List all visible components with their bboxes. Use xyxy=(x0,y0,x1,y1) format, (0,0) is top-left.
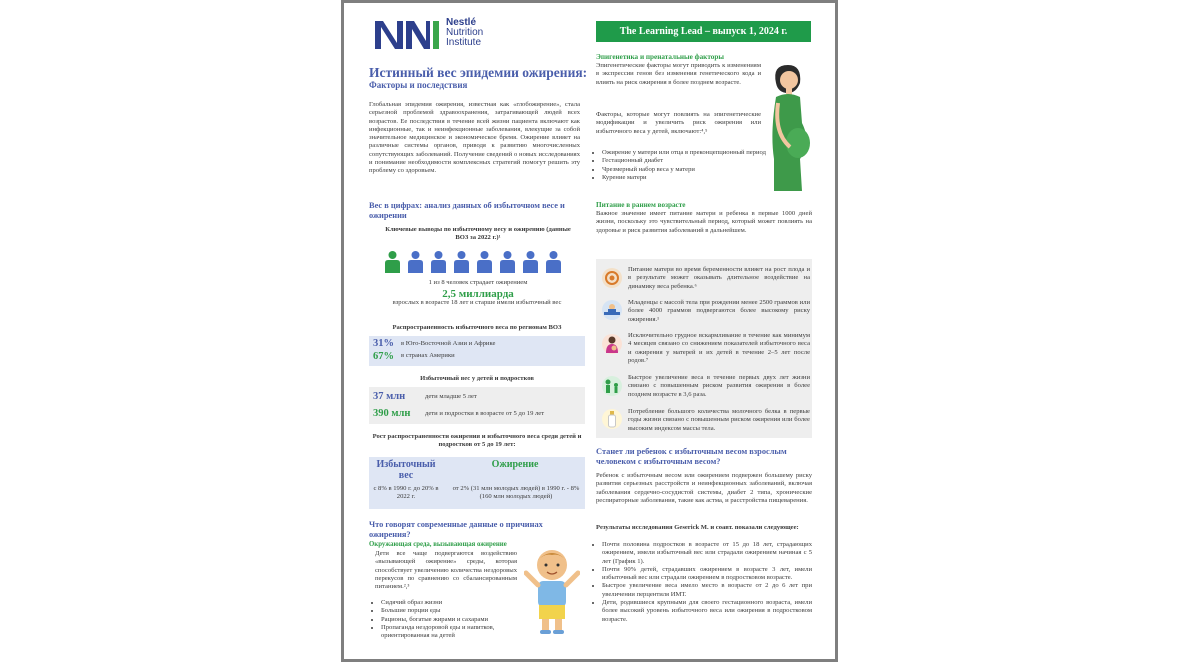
intro-paragraph: Глобальная эпидемия ожирения, известная как «глобожирение», стала серьезной проблемой здравоохранения, затрагивающей людей всех возрастов. Ее последствия в течение всей жизни пациента включают как инфекционные, так и неинфекционные заболевания, влекущие за собой значительное медицинское и экономическое бремя. Ожирение влияет на различные системы органов, приводя к развитию многочисленных сопутствующих заболеваний. Получение сведений о новых исследованиях и понимание необходимости комплексных стратегий помогут решить эту проблему со здоровьем. xyxy=(369,101,580,175)
genetics-bullet: • Курение матери xyxy=(602,174,767,182)
genetics-bullet: • Гестационный диабет xyxy=(602,157,767,165)
main-title: Истинный вес эпидемии ожирения: xyxy=(369,65,588,80)
results-bullet: • Почти половина подростков в возрасте от 15 до 18 лет, страдающих ожирением, имели избыточный вес или страдали ожирением начиная с 5 лет (График 1). xyxy=(602,541,812,566)
results-bullet: • Быстрое увеличение веса имело место в возрасте от 2 до 6 лет при увеличении перцентиля ИМТ. xyxy=(602,582,812,599)
person-icon xyxy=(522,251,539,273)
genetics-bullet: • Ожирение у матери или отца в преконцепционный период xyxy=(602,149,767,157)
results-bullet: • Почти 90% детей, страдавших ожирением в возрасте 3 лет, имели избыточный вес или страдали ожирением в подростковом возрасте. xyxy=(602,566,812,583)
logo-line2: Nutrition xyxy=(446,27,484,38)
causes-bullet: • Пропаганда нездоровой еды и напитков, ориентированная на детей xyxy=(381,624,531,641)
causes-heading: Что говорят современные данные о причинах ожирения? xyxy=(369,520,543,539)
adult-heading: Станет ли ребенок с избыточным весом взрослым человеком с избыточным весом? xyxy=(596,447,787,466)
results-bullet: • Дети, родившиеся крупными для своего гестационного возраста, имели более высокий уровень избыточного веса или ожирения в подростковом возрасте. xyxy=(602,599,812,624)
person-icon xyxy=(476,251,493,273)
child-growth-icon xyxy=(602,376,622,396)
one-in-eight: 1 из 8 человек страдает ожирением xyxy=(428,279,528,286)
early-item: Младенцы с массой тела при рождении менее 2500 граммов или более 4000 граммов подвергаются более высокому риску ожирения.¹ xyxy=(628,299,810,323)
early-heading: Питание в раннем возрасте xyxy=(596,201,686,209)
children-desc-1: дети младше 5 лет xyxy=(425,393,477,400)
main-subtitle: Факторы и последствия xyxy=(369,80,468,90)
document-page xyxy=(344,3,835,659)
early-item: Потребление большого количества молочного белка в первые годы жизни связано с повышенным риском ожирения или более высоким индексом массы тела. xyxy=(628,408,810,432)
child-illustration xyxy=(524,547,580,635)
growth-box xyxy=(369,457,585,509)
person-icon xyxy=(453,251,470,273)
early-item: Исключительно грудное вскармливание в течение как минимум 4 месяцев связано со снижением показателей избыточного веса и ожирения у матерей и их детей в течение 2–5 лет после родов.⁷ xyxy=(628,332,810,364)
growth-title: Рост распространенности ожирения и избыточного веса среди детей и подростков от 5 до 19 лет: xyxy=(372,433,582,449)
children-title: Избыточный вес у детей и подростков xyxy=(420,375,534,382)
children-num-1: 37 млн xyxy=(373,391,406,402)
baby-scale-icon xyxy=(602,300,622,320)
billion-figure: 2,5 миллиарда xyxy=(442,288,514,300)
issue-banner: The Learning Lead – выпуск 1, 2024 г. xyxy=(596,21,811,42)
nni-logo-icon xyxy=(373,19,441,51)
regions-box xyxy=(369,336,585,366)
causes-bullet: • Сидячий образ жизни xyxy=(381,599,531,607)
growth-col2-head: Ожирение xyxy=(491,459,539,470)
results-list xyxy=(596,541,812,624)
billion-desc: взрослых в возрасте 18 лет и старше имели избыточный вес xyxy=(392,299,562,306)
genetics-list xyxy=(596,149,767,182)
genetics-p1: Эпигенетические факторы могут приводить к изменениям в экспрессии генов без изменения генетического кода и влиять на риск ожирения в более позднем возрасте. xyxy=(596,62,761,86)
growth-col1-head: Избыточный вес xyxy=(376,459,436,481)
early-box xyxy=(596,259,812,438)
key-findings-title: Ключевые выводы по избыточному весу и ожирению (данные ВОЗ за 2022 г.)¹ xyxy=(385,226,571,242)
person-icon xyxy=(407,251,424,273)
person-icon xyxy=(499,251,516,273)
person-icon xyxy=(430,251,447,273)
regions-title: Распространенность избыточного веса по регионам ВОЗ xyxy=(392,324,562,331)
person-icon xyxy=(545,251,562,273)
person-icon-green xyxy=(384,251,401,273)
milk-bottle-icon xyxy=(602,409,622,429)
genetics-p2: Факторы, которые могут повлиять на эпигенетические модификации и увеличить риск ожирения или избыточного веса у детей, включают:⁴,⁵ xyxy=(596,111,761,135)
children-desc-2: дети и подростки в возрасте от 5 до 19 лет xyxy=(425,410,545,417)
causes-bullet: • Рационы, богатые жирами и сахарами xyxy=(381,616,531,624)
causes-text: Дети все чаще подвергаются воздействию «вызывающей ожирение» среды, которая способствует увеличению количества нездоровых перекусов по сравнению со сбалансированным питанием.²,³ xyxy=(375,550,517,591)
children-box xyxy=(369,387,585,424)
children-num-2: 390 млн xyxy=(373,408,411,419)
early-item: Питание матери во время беременности влияет на рост плода и в результате может оказывать длительное воздействие на динамику веса ребенка.⁶ xyxy=(628,266,810,290)
region-pct-2: 67% xyxy=(373,351,394,362)
results-title: Результаты исследования Geserick M. и соавт. показали следующее: xyxy=(596,524,799,531)
people-row xyxy=(384,251,574,275)
breastfeeding-icon xyxy=(602,334,622,354)
genetics-heading: Эпигенетика и пренатальные факторы xyxy=(596,53,724,61)
nni-logo xyxy=(373,19,513,53)
early-text: Важное значение имеет питание матери и ребенка в первые 1000 дней жизни, поскольку это чувствительный период, который может повлиять на здоровье и риск развития заболеваний в дальнейшем. xyxy=(596,210,812,234)
causes-bullet: • Большие порции еды xyxy=(381,607,531,615)
adult-text: Ребенок с избыточным весом или ожирением подвержен большему риску развития серьезных расстройств и неинфекционных заболеваний, включая заболевания сердечно-сосудистой системы, диабет 2 типа, хронические респираторные заболевания, такие как астма, и расстройства пищеварения. xyxy=(596,472,812,504)
logo-line3: Institute xyxy=(446,37,482,48)
genetics-bullet: • Чрезмерный набор веса у матери xyxy=(602,166,767,174)
logo-line1: Nestlé xyxy=(446,17,477,28)
growth-col2-text: от 2% (31 млн молодых людей) в 1990 г. - 8% (160 млн молодых людей) xyxy=(452,485,580,501)
numbers-heading: Вес в цифрах: анализ данных об избыточном весе и ожирении xyxy=(369,201,565,220)
region-desc-2: в странах Америки xyxy=(401,352,455,359)
pregnant-woman-illustration xyxy=(762,63,814,195)
causes-list xyxy=(375,599,531,640)
growth-col1-text: с 8% в 1990 г. до 20% в 2022 г. xyxy=(373,485,439,501)
early-item: Быстрое увеличение веса в течение первых двух лет жизни связано с повышенным риском развития ожирения в более позднем возрасте в 3,6 раза. xyxy=(628,374,810,398)
region-pct-1: 31% xyxy=(373,338,394,349)
pregnancy-icon xyxy=(602,268,622,288)
region-desc-1: в Юго-Восточной Азии и Африке xyxy=(401,340,496,347)
causes-subheading: Окружающая среда, вызывающая ожирение xyxy=(369,541,507,548)
